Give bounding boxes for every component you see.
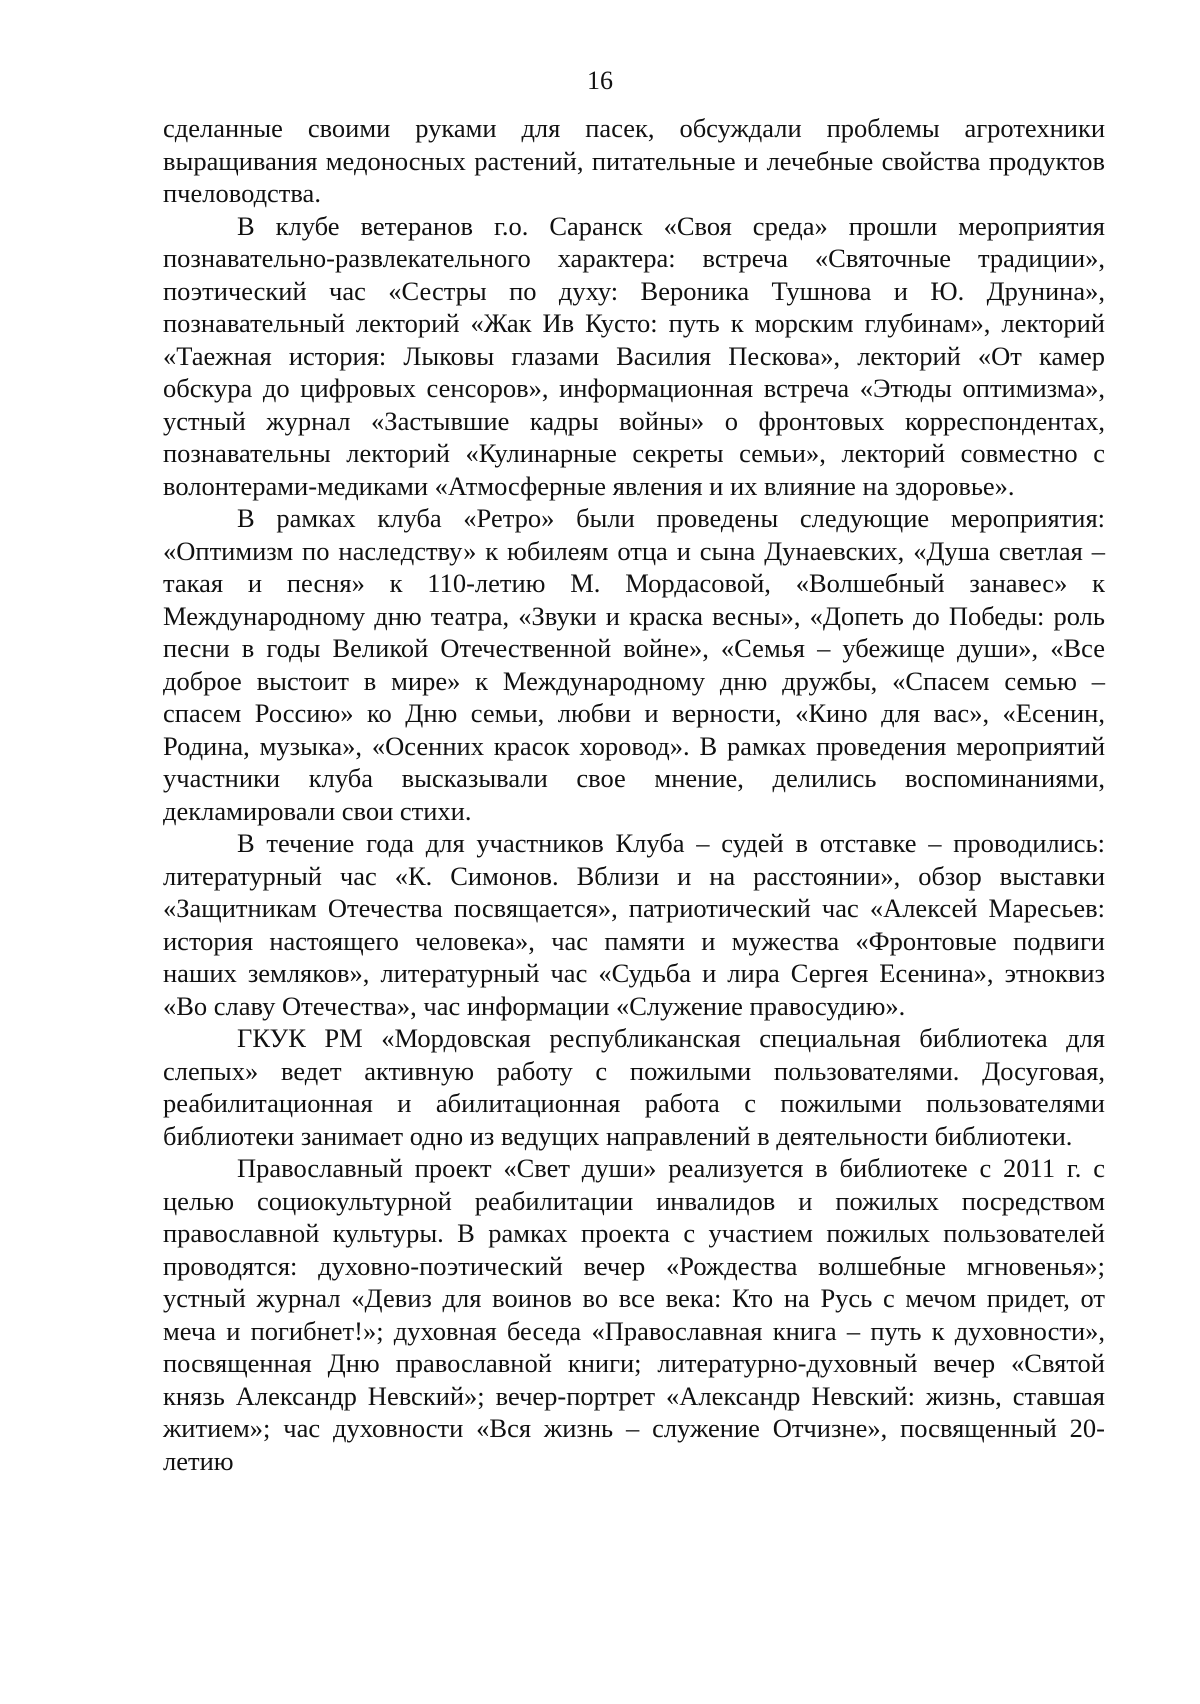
paragraph-svet-dushi-project: Православный проект «Свет души» реализуется в библиотеке с 2011 г. с целью социокультурной реабилитации инвалидов и пожилых посредством православной культуры. В рамках проекта с участием пожилых пользователей проводятся: духовно-поэтический вечер «Рождества волшебные мгновенья»; устный журнал «Девиз для воинов во все века: Кто на Русь с мечом придет, от меча и погибнет!»; духовная беседа «Православная книга – путь к духовности», посвященная Дню православной книги; литературно-духовный вечер «Святой князь Александр Невский»; вечер-портрет «Александр Невский: жизнь, ставшая житием»; час духовности «Вся жизнь – служение Отчизне», посвященный 20-летию [163, 1153, 1105, 1476]
paragraph-retired-judges-club: В течение года для участников Клуба – судей в отставке – проводились: литературный час «К. Симонов. Вблизи и на расстоянии», обзор выставки «Защитникам Отечества посвящается», патриотический час «Алексей Маресьев: история настоящего человека», час памяти и мужества «Фронтовые подвиги наших земляков», литературный час «Судьба и лира Сергея Есенина», этноквиз «Во славу Отечества», час информации «Служение правосудию». [163, 828, 1105, 1021]
paragraph-retro-club: В рамках клуба «Ретро» были проведены следующие мероприятия: «Оптимизм по наследству» к юбилеям отца и сына Дунаевских, «Душа светлая – такая и песня» к 110-летию М. Мордасовой, «Волшебный занавес» к Международному дню театра, «Звуки и краска весны», «Допеть до Победы: роль песни в годы Великой Отечественной войне», «Семья – убежище души», «Все доброе выстоит в мире» к Международному дню дружбы, «Спасем семью – спасем Россию» ко Дню семьи, любви и верности, «Кино для вас», «Есенин, Родина, музыка», «Осенних красок хоровод». В рамках проведения мероприятий участники клуба высказывали свое мнение, делились воспоминаниями, декламировали свои стихи. [163, 503, 1105, 826]
page-body [163, 112, 1105, 1477]
page-number: 16 [587, 66, 613, 95]
paragraph-continuation: сделанные своими руками для пасек, обсуждали проблемы агротехники выращивания медоносных растений, питательные и лечебные свойства продуктов пчеловодства. [163, 113, 1105, 208]
paragraph-veterans-club: В клубе ветеранов г.о. Саранск «Своя среда» прошли мероприятия познавательно-развлекательного характера: встреча «Святочные традиции», поэтический час «Сестры по духу: Вероника Тушнова и Ю. Друнина», познавательный лекторий «Жак Ив Кусто: путь к морским глубинам», лекторий «Таежная история: Лыковы глазами Василия Пескова», лекторий «От камер обскура до цифровых сенсоров», информационная встреча «Этюды оптимизма», устный журнал «Застывшие кадры войны» о фронтовых корреспондентах, познавательны лекторий «Кулинарные секреты семьи», лекторий совместно с волонтерами-медиками «Атмосферные явления и их влияние на здоровье». [163, 210, 1105, 501]
paragraph-library-for-blind: ГКУК РМ «Мордовская республиканская специальная библиотека для слепых» ведет активную работу с пожилыми пользователями. Досуговая, реабилитационная и абилитационная работа с пожилыми пользователями библиотеки занимает одно из ведущих направлений в деятельности библиотеки. [163, 1023, 1105, 1151]
